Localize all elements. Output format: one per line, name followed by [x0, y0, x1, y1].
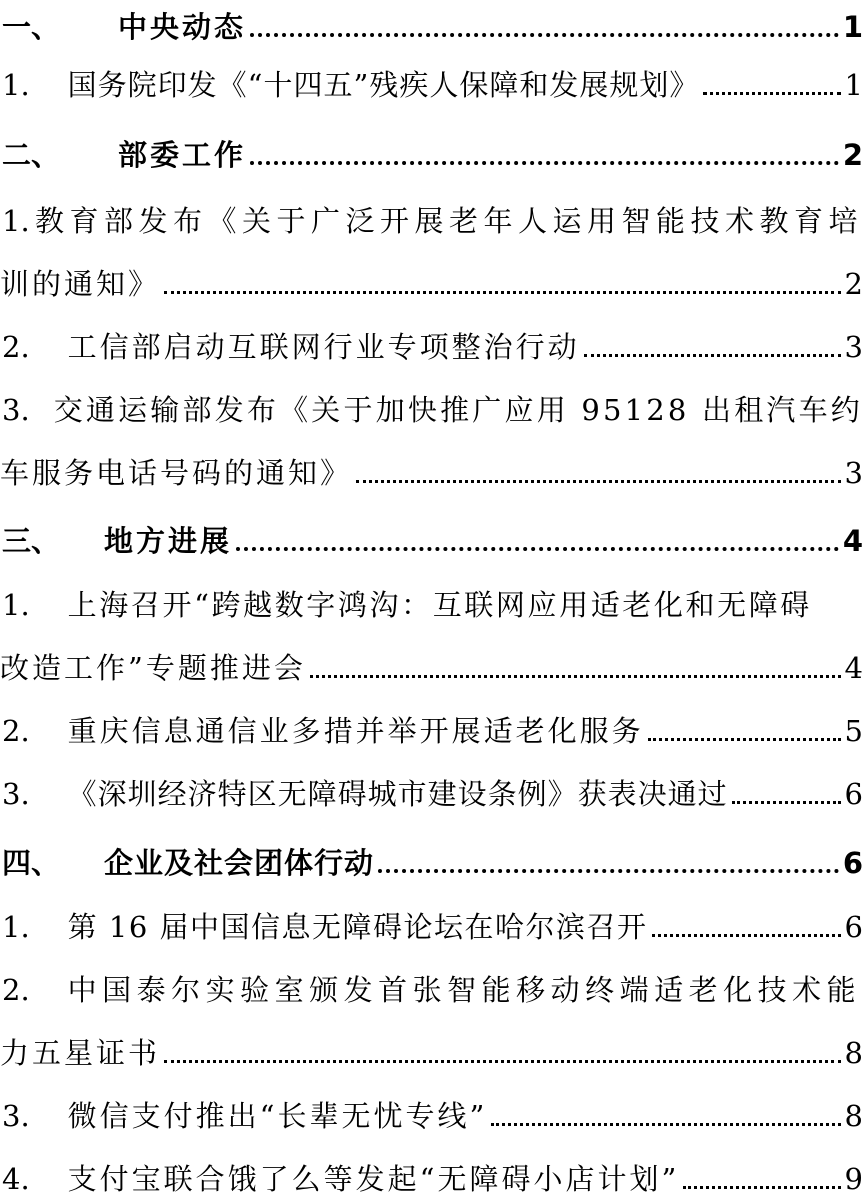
toc-page-number: 1	[844, 68, 863, 102]
toc-leader-dots	[648, 738, 841, 741]
toc-entry-3-2[interactable]	[0, 694, 863, 746]
toc-section-2[interactable]	[0, 118, 863, 170]
toc-leader-dots	[250, 33, 839, 37]
toc-entry-4-2[interactable]	[0, 953, 863, 1005]
toc-entry-title: 《深圳经济特区无障碍城市建设条例》获表决通过	[67, 777, 728, 811]
toc-entry-number: 1.	[2, 910, 30, 944]
toc-section-title: 部委工作	[118, 138, 247, 172]
toc-leader-dots	[378, 869, 839, 873]
toc-entry-title: 支付宝联合饿了么等发起“无障碍小店计划”	[67, 1162, 680, 1196]
toc-entry-2-3[interactable]	[0, 373, 863, 425]
toc-leader-dots	[250, 161, 839, 165]
toc-leader-dots	[310, 675, 841, 678]
toc-page-number: 4	[842, 524, 863, 558]
toc-entry-title: 工信部启动互联网行业专项整治行动	[67, 330, 580, 364]
toc-entry-title: 微信支付推出“长辈无忧专线”	[67, 1099, 488, 1133]
toc-entry-number: 3.	[2, 393, 30, 427]
toc-leader-dots	[584, 354, 841, 357]
toc-section-number: 一、	[2, 10, 61, 44]
toc-entry-3-3[interactable]	[0, 757, 863, 809]
toc-entry-2-1-cont[interactable]	[0, 247, 863, 299]
toc-section-title: 地方进展	[104, 524, 233, 558]
toc-entry-number: 2.	[2, 714, 30, 748]
toc-entry-title: 国务院印发《“十四五”残疾人保障和发展规划》	[67, 68, 700, 102]
toc-entry-4-1[interactable]	[0, 890, 863, 942]
toc-leader-dots	[164, 291, 841, 294]
toc-entry-title: 上海召开“跨越数字鸿沟：互联网应用适老化和无障碍	[67, 588, 812, 622]
toc-page-number: 1	[842, 10, 863, 44]
toc-entry-title: 重庆信息通信业多措并举开展适老化服务	[67, 714, 644, 748]
toc-page-number: 8	[844, 1036, 863, 1070]
toc-entry-number: 4.	[2, 1162, 30, 1196]
toc-leader-dots	[683, 1186, 840, 1189]
toc-entry-3-1-cont[interactable]	[0, 631, 863, 683]
toc-entry-title: 第 16 届中国信息无障碍论坛在哈尔滨召开	[67, 910, 648, 944]
toc-section-number: 四、	[2, 846, 61, 880]
toc-entry-2-3-cont[interactable]	[0, 436, 863, 488]
toc-entry-number: 1.	[2, 204, 30, 238]
toc-section-title: 企业及社会团体行动	[104, 846, 375, 880]
toc-leader-dots	[652, 934, 841, 937]
toc-section-number: 三、	[2, 524, 61, 558]
toc-entry-title-cont: 车服务电话号码的通知》	[0, 456, 353, 490]
toc-entry-number: 2.	[2, 973, 30, 1007]
toc-entry-number: 1.	[2, 588, 30, 622]
toc-section-4[interactable]	[0, 826, 863, 878]
toc-entry-2-1[interactable]	[0, 184, 863, 236]
toc-section-3[interactable]	[0, 504, 863, 556]
toc-page-number: 3	[844, 330, 863, 364]
toc-section-title: 中央动态	[118, 10, 247, 44]
toc-entry-number: 2.	[2, 330, 30, 364]
toc-entry-2-2[interactable]	[0, 310, 863, 362]
toc-entry-3-1[interactable]	[0, 568, 863, 620]
toc-entry-title-cont: 力五星证书	[0, 1036, 161, 1070]
toc-page-number: 2	[844, 267, 863, 301]
toc-page-number: 3	[844, 456, 863, 490]
toc-leader-dots	[164, 1060, 841, 1063]
toc-page-number: 6	[842, 846, 863, 880]
toc-page-number: 2	[842, 138, 863, 172]
toc-leader-dots	[703, 92, 840, 95]
toc-entry-title-cont: 训的通知》	[0, 267, 161, 301]
toc-entry-4-4[interactable]	[0, 1142, 863, 1194]
toc-entry-title-cont: 改造工作”专题推进会	[0, 651, 306, 685]
toc-page-number: 8	[844, 1099, 863, 1133]
toc-entry-number: 1.	[2, 68, 30, 102]
toc-entry-4-3[interactable]	[0, 1079, 863, 1131]
toc-entry-title: 教育部发布《关于广泛开展老年人运用智能技术教育培	[34, 204, 863, 238]
toc-entry-title: 交通运输部发布《关于加快推广应用 95128 出租汽车约	[53, 393, 863, 427]
toc-page-number: 6	[844, 910, 863, 944]
toc-entry-number: 3.	[2, 777, 30, 811]
toc-section-1[interactable]	[0, 0, 863, 42]
toc-leader-dots	[356, 480, 841, 483]
toc-page-number: 5	[844, 714, 863, 748]
toc-leader-dots	[236, 547, 839, 551]
toc-leader-dots	[732, 801, 841, 804]
toc-entry-number: 3.	[2, 1099, 30, 1133]
toc-entry-4-2-cont[interactable]	[0, 1016, 863, 1068]
toc-section-number: 二、	[2, 138, 61, 172]
toc-entry-1-1[interactable]	[0, 48, 863, 100]
toc-page-number: 9	[844, 1162, 863, 1196]
toc-leader-dots	[491, 1123, 840, 1126]
toc-entry-title: 中国泰尔实验室颁发首张智能移动终端适老化技术能	[67, 973, 862, 1007]
toc-page-number: 4	[844, 651, 863, 685]
toc-page-number: 6	[844, 777, 863, 811]
